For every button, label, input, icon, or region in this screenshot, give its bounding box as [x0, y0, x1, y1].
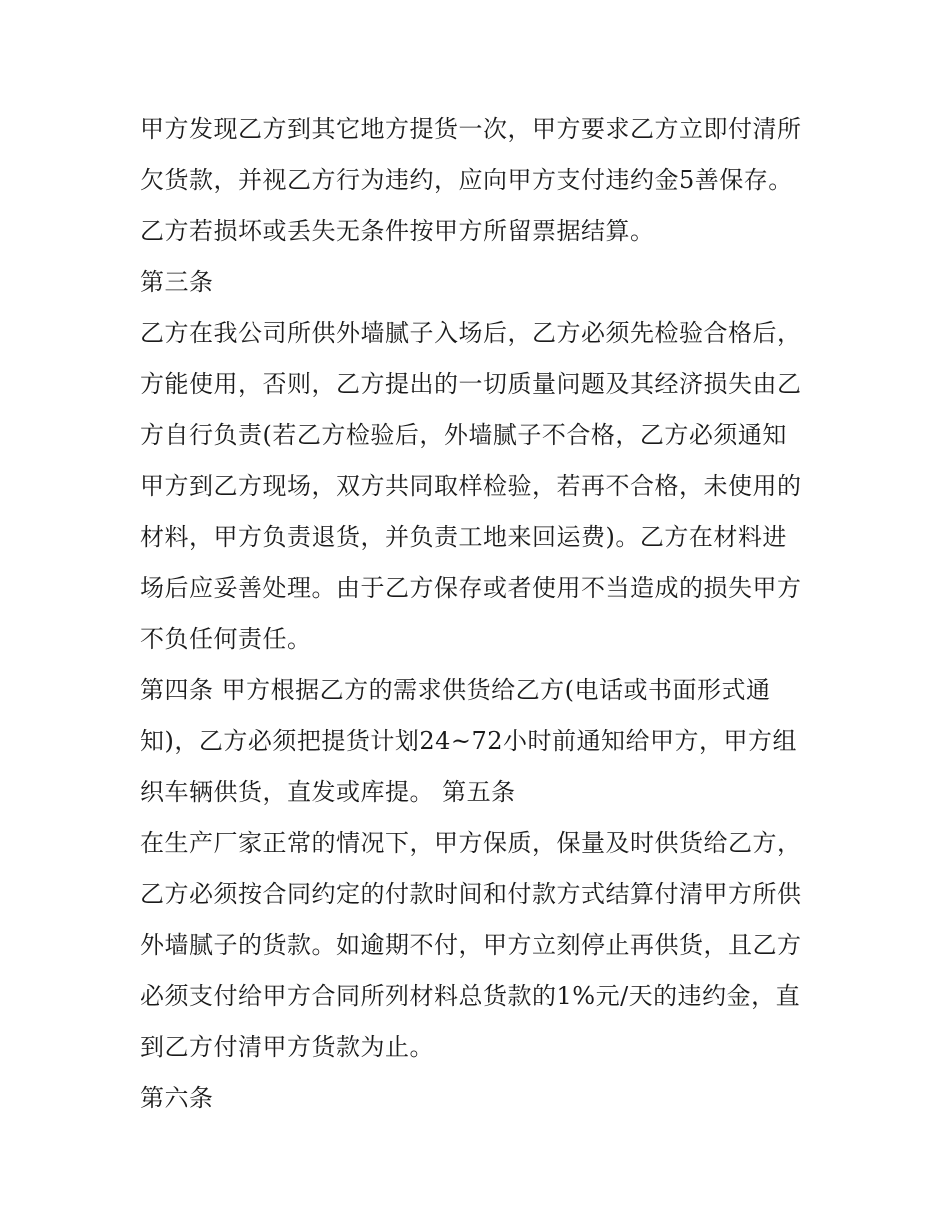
text-line: 在生产厂家正常的情况下，甲方保质，保量及时供货给乙方，: [140, 829, 802, 857]
text-line: 知)，乙方必须把提货计划24~72小时前通知给甲方，甲方组: [140, 727, 798, 755]
text-line: 甲方到乙方现场，双方共同取样检验，若再不合格，未使用的: [140, 472, 802, 500]
section-heading: 第六条: [140, 1084, 214, 1112]
text-line: 甲方发现乙方到其它地方提货一次，甲方要求乙方立即付清所: [140, 115, 802, 143]
text-line: 材料，甲方负责退货，并负责工地来回运费)。乙方在材料进: [140, 523, 787, 551]
text-line: 方能使用，否则，乙方提出的一切质量问题及其经济损失由乙: [140, 370, 802, 398]
text-line: 第四条 甲方根据乙方的需求供货给乙方(电话或书面形式通: [140, 676, 771, 704]
text-line: 乙方在我公司所供外墙腻子入场后，乙方必须先检验合格后，: [140, 319, 802, 347]
text-line: 场后应妥善处理。由于乙方保存或者使用不当造成的损失甲方: [140, 574, 802, 602]
text-line: 织车辆供货，直发或库提。 第五条: [140, 778, 516, 806]
text-line: 外墙腻子的货款。如逾期不付，甲方立刻停止再供货，且乙方: [140, 931, 802, 959]
text-line: 到乙方付清甲方货款为止。: [140, 1033, 434, 1061]
text-line: 不负任何责任。: [140, 625, 312, 653]
text-line: 必须支付给甲方合同所列材料总货款的1%元/天的违约金，直: [140, 982, 801, 1010]
text-line: 乙方必须按合同约定的付款时间和付款方式结算付清甲方所供: [140, 880, 802, 908]
section-heading: 第三条: [140, 268, 214, 296]
text-line: 乙方若损坏或丢失无条件按甲方所留票据结算。: [140, 217, 655, 245]
text-line: 欠货款，并视乙方行为违约，应向甲方支付违约金5善保存。: [140, 166, 793, 194]
text-line: 方自行负责(若乙方检验后，外墙腻子不合格，乙方必须通知: [140, 421, 787, 449]
